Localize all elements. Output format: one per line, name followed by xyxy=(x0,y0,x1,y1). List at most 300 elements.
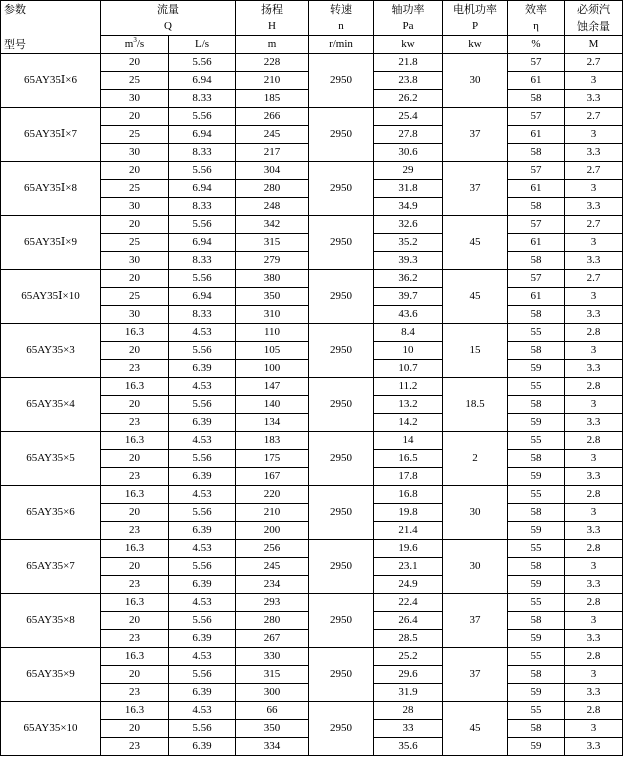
head-cell: 210 xyxy=(236,504,309,522)
efficiency-header: 效率 xyxy=(508,1,565,19)
npsh-cell: 3.3 xyxy=(565,468,623,486)
flow-m3s-cell: 25 xyxy=(101,288,169,306)
flow-m3s-cell: 16.3 xyxy=(101,594,169,612)
efficiency-cell: 59 xyxy=(508,630,565,648)
params-header: 参数 xyxy=(1,1,101,19)
flow-m3s-cell: 16.3 xyxy=(101,486,169,504)
flow-ls-cell: 8.33 xyxy=(169,252,236,270)
flow-ls-cell: 8.33 xyxy=(169,306,236,324)
efficiency-cell: 55 xyxy=(508,702,565,720)
flow-ls-cell: 5.56 xyxy=(169,504,236,522)
motor-power-cell: 37 xyxy=(443,594,508,648)
model-name-cell: 65AY35×10 xyxy=(1,702,101,756)
motor-power-cell: 37 xyxy=(443,162,508,216)
motor-power-cell: 2 xyxy=(443,432,508,486)
shaft-power-cell: 33 xyxy=(374,720,443,738)
npsh-cell: 3 xyxy=(565,450,623,468)
efficiency-symbol: η xyxy=(508,18,565,36)
model-name-cell: 65AY35×7 xyxy=(1,540,101,594)
head-cell: 228 xyxy=(236,54,309,72)
shaft-power-header: 轴功率 xyxy=(374,1,443,19)
flow-m3s-cell: 23 xyxy=(101,684,169,702)
head-cell: 256 xyxy=(236,540,309,558)
shaft-power-cell: 21.8 xyxy=(374,54,443,72)
npsh-cell: 2.7 xyxy=(565,216,623,234)
speed-cell: 2950 xyxy=(309,108,374,162)
flow-m3s-cell: 20 xyxy=(101,54,169,72)
head-cell: 342 xyxy=(236,216,309,234)
head-cell: 245 xyxy=(236,126,309,144)
flow-m3s-cell: 30 xyxy=(101,90,169,108)
head-cell: 280 xyxy=(236,180,309,198)
npsh-cell: 3 xyxy=(565,612,623,630)
shaft-power-cell: 39.3 xyxy=(374,252,443,270)
shaft-power-cell: 39.7 xyxy=(374,288,443,306)
motor-power-cell: 37 xyxy=(443,648,508,702)
table-row xyxy=(1,324,623,342)
npsh-cell: 3 xyxy=(565,180,623,198)
head-cell: 100 xyxy=(236,360,309,378)
efficiency-cell: 58 xyxy=(508,306,565,324)
npsh-cell: 3.3 xyxy=(565,576,623,594)
flow-ls-cell: 6.39 xyxy=(169,522,236,540)
table-row xyxy=(1,432,623,450)
efficiency-cell: 58 xyxy=(508,396,565,414)
npsh-cell: 2.7 xyxy=(565,54,623,72)
flow-m3s-cell: 25 xyxy=(101,126,169,144)
flow-ls-cell: 4.53 xyxy=(169,540,236,558)
npsh-cell: 3 xyxy=(565,504,623,522)
table-row xyxy=(1,216,623,234)
flow-m3s-cell: 20 xyxy=(101,504,169,522)
shaft-power-cell: 35.2 xyxy=(374,234,443,252)
shaft-power-cell: 31.9 xyxy=(374,684,443,702)
flow-ls-cell: 4.53 xyxy=(169,702,236,720)
shaft-power-cell: 8.4 xyxy=(374,324,443,342)
npsh-unit: M xyxy=(565,36,623,54)
model-name-cell: 65AY35×4 xyxy=(1,378,101,432)
motor-power-cell: 37 xyxy=(443,108,508,162)
flow-m3s-cell: 20 xyxy=(101,612,169,630)
npsh-cell: 3 xyxy=(565,234,623,252)
flow-m3s-cell: 16.3 xyxy=(101,540,169,558)
shaft-power-cell: 14 xyxy=(374,432,443,450)
shaft-power-cell: 23.1 xyxy=(374,558,443,576)
shaft-power-cell: 16.8 xyxy=(374,486,443,504)
shaft-power-cell: 26.4 xyxy=(374,612,443,630)
flow-ls-cell: 5.56 xyxy=(169,450,236,468)
shaft-power-cell: 14.2 xyxy=(374,414,443,432)
flow-m3s-cell: 23 xyxy=(101,738,169,756)
flow-ls-cell: 6.39 xyxy=(169,684,236,702)
head-cell: 210 xyxy=(236,72,309,90)
shaft-power-cell: 36.2 xyxy=(374,270,443,288)
header-row-2 xyxy=(1,18,623,36)
efficiency-cell: 61 xyxy=(508,126,565,144)
shaft-power-cell: 16.5 xyxy=(374,450,443,468)
speed-cell: 2950 xyxy=(309,216,374,270)
efficiency-cell: 57 xyxy=(508,54,565,72)
npsh-cell: 2.8 xyxy=(565,702,623,720)
table-row xyxy=(1,648,623,666)
npsh-cell: 3 xyxy=(565,72,623,90)
speed-header: 转速 xyxy=(309,1,374,19)
head-cell: 330 xyxy=(236,648,309,666)
flow-ls-cell: 6.39 xyxy=(169,630,236,648)
npsh-cell: 2.8 xyxy=(565,378,623,396)
npsh-cell: 2.7 xyxy=(565,162,623,180)
flow-unit-m3s: $m^3/s$ xyxy=(101,36,169,54)
flow-m3s-cell: 23 xyxy=(101,360,169,378)
flow-m3s-cell: 23 xyxy=(101,468,169,486)
flow-ls-cell: 6.94 xyxy=(169,180,236,198)
head-cell: 200 xyxy=(236,522,309,540)
head-cell: 220 xyxy=(236,486,309,504)
npsh-header-line2: 蚀余量 xyxy=(565,18,623,36)
motor-power-cell: 18.5 xyxy=(443,378,508,432)
efficiency-cell: 57 xyxy=(508,108,565,126)
head-cell: 248 xyxy=(236,198,309,216)
npsh-cell: 2.7 xyxy=(565,270,623,288)
flow-ls-cell: 8.33 xyxy=(169,90,236,108)
motor-power-symbol: P xyxy=(443,18,508,36)
efficiency-cell: 59 xyxy=(508,576,565,594)
table-row xyxy=(1,702,623,720)
header-row-3 xyxy=(1,36,623,54)
motor-power-cell: 30 xyxy=(443,486,508,540)
head-cell: 105 xyxy=(236,342,309,360)
efficiency-cell: 59 xyxy=(508,468,565,486)
flow-m3s-cell: 20 xyxy=(101,216,169,234)
head-cell: 310 xyxy=(236,306,309,324)
flow-m3s-cell: 20 xyxy=(101,666,169,684)
head-cell: 267 xyxy=(236,630,309,648)
shaft-power-cell: 43.6 xyxy=(374,306,443,324)
shaft-power-cell: 24.9 xyxy=(374,576,443,594)
flow-ls-cell: 8.33 xyxy=(169,144,236,162)
efficiency-cell: 55 xyxy=(508,324,565,342)
flow-ls-cell: 5.56 xyxy=(169,108,236,126)
shaft-power-cell: 29.6 xyxy=(374,666,443,684)
speed-symbol: n xyxy=(309,18,374,36)
efficiency-cell: 55 xyxy=(508,594,565,612)
table-row xyxy=(1,486,623,504)
flow-ls-cell: 5.56 xyxy=(169,612,236,630)
flow-ls-cell: 6.39 xyxy=(169,360,236,378)
efficiency-cell: 58 xyxy=(508,612,565,630)
npsh-cell: 3.3 xyxy=(565,90,623,108)
shaft-power-cell: 32.6 xyxy=(374,216,443,234)
flow-m3s-cell: 16.3 xyxy=(101,324,169,342)
shaft-power-cell: 28.5 xyxy=(374,630,443,648)
flow-m3s-cell: 23 xyxy=(101,576,169,594)
flow-m3s-cell: 30 xyxy=(101,198,169,216)
efficiency-cell: 55 xyxy=(508,378,565,396)
efficiency-cell: 55 xyxy=(508,648,565,666)
shaft-power-cell: 34.9 xyxy=(374,198,443,216)
efficiency-cell: 57 xyxy=(508,162,565,180)
flow-ls-cell: 5.56 xyxy=(169,558,236,576)
shaft-power-cell: 28 xyxy=(374,702,443,720)
efficiency-cell: 55 xyxy=(508,540,565,558)
head-cell: 140 xyxy=(236,396,309,414)
efficiency-cell: 58 xyxy=(508,504,565,522)
model-name-cell: 65AY35Ⅰ×10 xyxy=(1,270,101,324)
table-row xyxy=(1,594,623,612)
flow-m3s-cell: 25 xyxy=(101,234,169,252)
shaft-power-cell: 19.8 xyxy=(374,504,443,522)
head-cell: 380 xyxy=(236,270,309,288)
flow-m3s-cell: 16.3 xyxy=(101,432,169,450)
npsh-cell: 3.3 xyxy=(565,738,623,756)
motor-power-cell: 30 xyxy=(443,540,508,594)
table-row xyxy=(1,162,623,180)
head-cell: 300 xyxy=(236,684,309,702)
head-unit: m xyxy=(236,36,309,54)
flow-ls-cell: 4.53 xyxy=(169,378,236,396)
npsh-cell: 3.3 xyxy=(565,684,623,702)
model-name-cell: 65AY35×3 xyxy=(1,324,101,378)
flow-m3s-cell: 30 xyxy=(101,252,169,270)
model-name-cell: 65AY35×9 xyxy=(1,648,101,702)
flow-m3s-cell: 25 xyxy=(101,72,169,90)
flow-ls-cell: 5.56 xyxy=(169,270,236,288)
npsh-cell: 3.3 xyxy=(565,198,623,216)
motor-power-cell: 45 xyxy=(443,270,508,324)
table-row xyxy=(1,108,623,126)
npsh-cell: 3.3 xyxy=(565,306,623,324)
speed-cell: 2950 xyxy=(309,162,374,216)
flow-ls-cell: 6.94 xyxy=(169,72,236,90)
shaft-power-symbol: Pa xyxy=(374,18,443,36)
motor-power-header: 电机功率 xyxy=(443,1,508,19)
efficiency-cell: 58 xyxy=(508,450,565,468)
npsh-cell: 3 xyxy=(565,396,623,414)
speed-unit: r/min xyxy=(309,36,374,54)
efficiency-cell: 58 xyxy=(508,720,565,738)
npsh-cell: 2.8 xyxy=(565,432,623,450)
efficiency-cell: 58 xyxy=(508,558,565,576)
npsh-cell: 2.8 xyxy=(565,648,623,666)
shaft-power-cell: 22.4 xyxy=(374,594,443,612)
head-cell: 315 xyxy=(236,234,309,252)
efficiency-cell: 59 xyxy=(508,414,565,432)
flow-m3s-cell: 20 xyxy=(101,720,169,738)
head-cell: 167 xyxy=(236,468,309,486)
flow-m3s-cell: 30 xyxy=(101,144,169,162)
speed-cell: 2950 xyxy=(309,594,374,648)
flow-ls-cell: 5.56 xyxy=(169,216,236,234)
motor-power-cell: 45 xyxy=(443,702,508,756)
speed-cell: 2950 xyxy=(309,486,374,540)
npsh-cell: 3.3 xyxy=(565,522,623,540)
speed-cell: 2950 xyxy=(309,648,374,702)
motor-power-cell: 15 xyxy=(443,324,508,378)
head-cell: 66 xyxy=(236,702,309,720)
flow-m3s-cell: 30 xyxy=(101,306,169,324)
shaft-power-cell: 31.8 xyxy=(374,180,443,198)
flow-m3s-cell: 20 xyxy=(101,162,169,180)
table-row xyxy=(1,378,623,396)
flow-m3s-cell: 23 xyxy=(101,630,169,648)
efficiency-cell: 61 xyxy=(508,180,565,198)
npsh-cell: 3.3 xyxy=(565,360,623,378)
head-cell: 217 xyxy=(236,144,309,162)
flow-ls-cell: 5.56 xyxy=(169,720,236,738)
head-cell: 110 xyxy=(236,324,309,342)
flow-ls-cell: 4.53 xyxy=(169,648,236,666)
flow-ls-cell: 6.94 xyxy=(169,126,236,144)
npsh-cell: 2.8 xyxy=(565,324,623,342)
shaft-power-cell: 10.7 xyxy=(374,360,443,378)
head-cell: 185 xyxy=(236,90,309,108)
efficiency-cell: 55 xyxy=(508,432,565,450)
flow-ls-cell: 6.94 xyxy=(169,288,236,306)
head-cell: 183 xyxy=(236,432,309,450)
head-cell: 175 xyxy=(236,450,309,468)
flow-symbol: Q xyxy=(101,18,236,36)
speed-cell: 2950 xyxy=(309,378,374,432)
speed-cell: 2950 xyxy=(309,324,374,378)
flow-m3s-cell: 20 xyxy=(101,396,169,414)
flow-m3s-cell: 16.3 xyxy=(101,648,169,666)
npsh-cell: 3 xyxy=(565,558,623,576)
shaft-power-cell: 25.4 xyxy=(374,108,443,126)
flow-m3s-cell: 20 xyxy=(101,108,169,126)
flow-m3s-cell: 20 xyxy=(101,270,169,288)
flow-m3s-cell: 20 xyxy=(101,342,169,360)
header-row-1 xyxy=(1,1,623,19)
flow-ls-cell: 5.56 xyxy=(169,666,236,684)
shaft-power-cell: 10 xyxy=(374,342,443,360)
motor-power-cell: 30 xyxy=(443,54,508,108)
npsh-cell: 3 xyxy=(565,342,623,360)
motor-power-cell: 45 xyxy=(443,216,508,270)
shaft-power-cell: 26.2 xyxy=(374,90,443,108)
head-cell: 350 xyxy=(236,720,309,738)
npsh-cell: 3.3 xyxy=(565,630,623,648)
shaft-power-cell: 35.6 xyxy=(374,738,443,756)
table-row xyxy=(1,540,623,558)
speed-cell: 2950 xyxy=(309,432,374,486)
shaft-power-cell: 11.2 xyxy=(374,378,443,396)
speed-cell: 2950 xyxy=(309,54,374,108)
head-cell: 279 xyxy=(236,252,309,270)
flow-ls-cell: 5.56 xyxy=(169,162,236,180)
table-row xyxy=(1,270,623,288)
head-symbol: H xyxy=(236,18,309,36)
head-cell: 350 xyxy=(236,288,309,306)
flow-ls-cell: 6.94 xyxy=(169,234,236,252)
efficiency-cell: 58 xyxy=(508,144,565,162)
efficiency-cell: 59 xyxy=(508,738,565,756)
efficiency-cell: 55 xyxy=(508,486,565,504)
efficiency-cell: 58 xyxy=(508,198,565,216)
flow-ls-cell: 4.53 xyxy=(169,486,236,504)
npsh-cell: 2.8 xyxy=(565,540,623,558)
efficiency-cell: 61 xyxy=(508,72,565,90)
table-row xyxy=(1,54,623,72)
flow-m3s-cell: 20 xyxy=(101,450,169,468)
flow-ls-cell: 6.39 xyxy=(169,576,236,594)
model-name-cell: 65AY35Ⅰ×6 xyxy=(1,54,101,108)
efficiency-cell: 61 xyxy=(508,234,565,252)
model-header: 型号 xyxy=(1,36,101,54)
efficiency-cell: 61 xyxy=(508,288,565,306)
flow-m3s-cell: 16.3 xyxy=(101,702,169,720)
shaft-power-cell: 25.2 xyxy=(374,648,443,666)
flow-m3s-cell: 16.3 xyxy=(101,378,169,396)
motor-power-unit: kw xyxy=(443,36,508,54)
flow-ls-cell: 4.53 xyxy=(169,432,236,450)
npsh-cell: 2.7 xyxy=(565,108,623,126)
flow-m3s-cell: 20 xyxy=(101,558,169,576)
efficiency-cell: 58 xyxy=(508,666,565,684)
head-cell: 266 xyxy=(236,108,309,126)
efficiency-cell: 58 xyxy=(508,252,565,270)
shaft-power-cell: 30.6 xyxy=(374,144,443,162)
flow-ls-cell: 4.53 xyxy=(169,324,236,342)
shaft-power-cell: 29 xyxy=(374,162,443,180)
efficiency-cell: 59 xyxy=(508,684,565,702)
shaft-power-cell: 23.8 xyxy=(374,72,443,90)
head-cell: 234 xyxy=(236,576,309,594)
head-cell: 245 xyxy=(236,558,309,576)
speed-cell: 2950 xyxy=(309,702,374,756)
flow-ls-cell: 5.56 xyxy=(169,396,236,414)
head-cell: 134 xyxy=(236,414,309,432)
flow-m3s-cell: 23 xyxy=(101,414,169,432)
model-name-cell: 65AY35×8 xyxy=(1,594,101,648)
flow-ls-cell: 5.56 xyxy=(169,342,236,360)
shaft-power-cell: 21.4 xyxy=(374,522,443,540)
shaft-power-cell: 27.8 xyxy=(374,126,443,144)
npsh-cell: 2.8 xyxy=(565,486,623,504)
head-cell: 304 xyxy=(236,162,309,180)
flow-unit-ls: L/s xyxy=(169,36,236,54)
npsh-cell: 3.3 xyxy=(565,414,623,432)
shaft-power-unit: kw xyxy=(374,36,443,54)
head-header: 扬程 xyxy=(236,1,309,19)
model-name-cell: 65AY35Ⅰ×9 xyxy=(1,216,101,270)
npsh-cell: 3 xyxy=(565,126,623,144)
speed-cell: 2950 xyxy=(309,270,374,324)
shaft-power-cell: 19.6 xyxy=(374,540,443,558)
npsh-cell: 3 xyxy=(565,720,623,738)
head-cell: 280 xyxy=(236,612,309,630)
head-cell: 334 xyxy=(236,738,309,756)
shaft-power-cell: 13.2 xyxy=(374,396,443,414)
efficiency-unit: % xyxy=(508,36,565,54)
model-name-cell: 65AY35Ⅰ×7 xyxy=(1,108,101,162)
speed-cell: 2950 xyxy=(309,540,374,594)
flow-ls-cell: 6.39 xyxy=(169,468,236,486)
head-cell: 147 xyxy=(236,378,309,396)
shaft-power-cell: 17.8 xyxy=(374,468,443,486)
flow-ls-cell: 4.53 xyxy=(169,594,236,612)
params-header-cont xyxy=(1,18,101,36)
npsh-cell: 3.3 xyxy=(565,144,623,162)
flow-ls-cell: 6.39 xyxy=(169,414,236,432)
flow-m3s-cell: 23 xyxy=(101,522,169,540)
flow-ls-cell: 8.33 xyxy=(169,198,236,216)
efficiency-cell: 58 xyxy=(508,90,565,108)
flow-m3s-cell: 25 xyxy=(101,180,169,198)
flow-header: 流量 xyxy=(101,1,236,19)
npsh-cell: 3 xyxy=(565,666,623,684)
efficiency-cell: 59 xyxy=(508,522,565,540)
model-name-cell: 65AY35Ⅰ×8 xyxy=(1,162,101,216)
